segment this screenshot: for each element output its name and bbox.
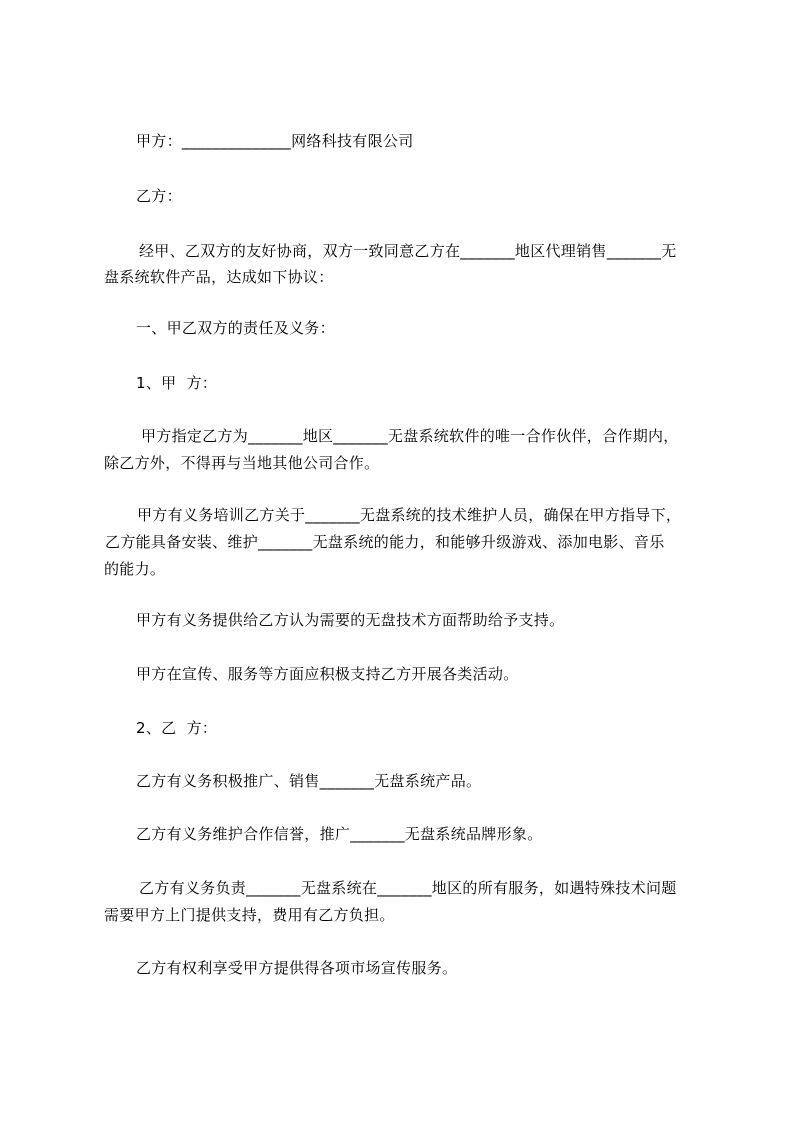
party-a-item-2-line-3: 的能力。 [104,560,166,578]
party-a-heading: 1、甲 方： [136,374,218,392]
party-b-item-4: 乙方有权利享受甲方提供得各项市场宣传服务。 [136,959,458,977]
party-a-item-2-line-2: 乙方能具备安装、维护_______无盘系统的能力，和能够升级游戏、添加电影、音乐 [105,533,665,551]
section-heading: 一、甲乙双方的责任及义务： [136,319,335,337]
party-b-item-3-line-1: 乙方有义务负责_______无盘系统在_______地区的所有服务，如遇特殊技术问题 [139,879,677,897]
party-a-item-3: 甲方有义务提供给乙方认为需要的无盘技术方面帮助给予支持。 [136,611,565,629]
party-b-item-2: 乙方有义务维护合作信誉，推广_______无盘系统品牌形象。 [136,825,543,843]
party-b-line: 乙方： [136,187,182,205]
party-a-item-2-line-1: 甲方有义务培训乙方关于_______无盘系统的技术维护人员，确保在甲方指导下， [137,506,682,524]
party-a-line: 甲方：______________网络科技有限公司 [136,132,414,150]
party-a-item-1-line-2: 除乙方外，不得再与当地其他公司合作。 [104,454,380,472]
party-b-heading: 2、乙 方： [136,719,218,737]
intro-line-2: 盘系统软件产品，达成如下协议： [104,268,334,286]
party-a-item-1-line-1: 甲方指定乙方为_______地区_______无盘系统软件的唯一合作伙伴，合作期内， [141,427,679,445]
party-b-item-3-line-2: 需要甲方上门提供支持，费用有乙方负担。 [104,906,395,924]
party-b-item-1: 乙方有义务积极推广、销售_______无盘系统产品。 [136,772,482,790]
intro-line-1: 经甲、乙双方的友好协商，双方一致同意乙方在_______地区代理销售_______无 [139,242,677,260]
party-a-item-4: 甲方在宣传、服务等方面应积极支持乙方开展各类活动。 [136,665,519,683]
